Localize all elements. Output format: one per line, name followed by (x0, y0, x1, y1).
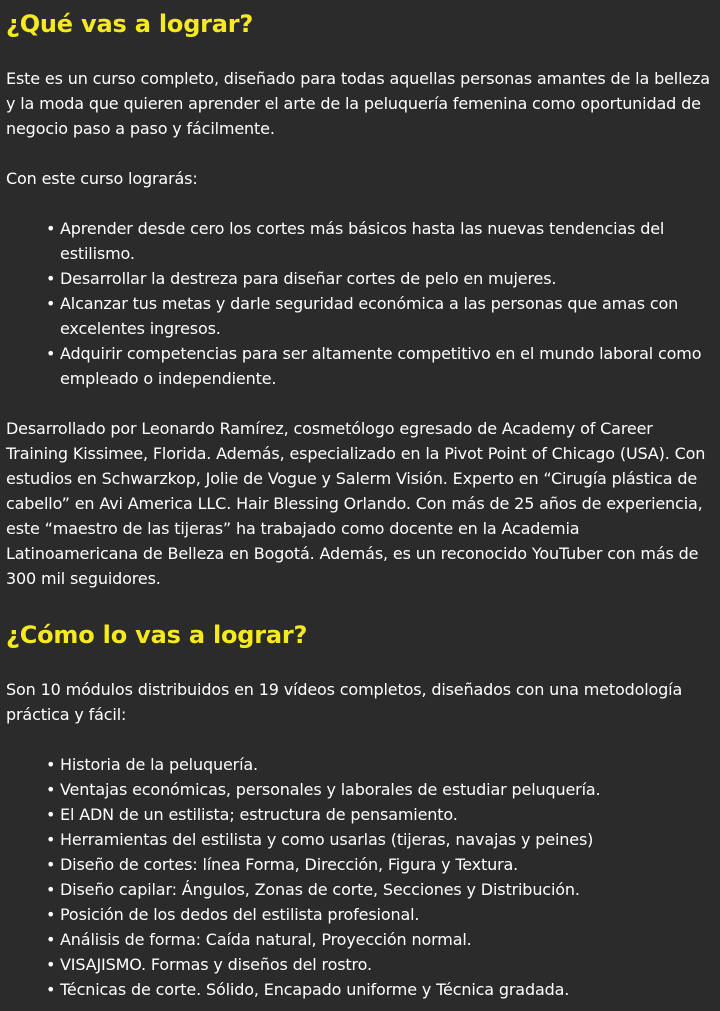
author-bio-paragraph: Desarrollado por Leonardo Ramírez, cosmetólogo egresado de Academy of Career Training Kissimee, Florida. Además, especializado en la Pivot Point of Chicago (USA). Con estudios en Schwarzkop, Jolie de Vogue y Salerm Visión. Experto en “Cirugía plástica de cabello” en Avi America LLC. Hair Blessing Orlando. Con más de 25 años de experiencia, este “maestro de las tijeras” ha trabajado como docente en la Academia Latinoamericana de Belleza en Bogotá. Además, es un reconocido YouTuber con más de 300 mil seguidores. (6, 419, 706, 588)
benefit-item: • Aprender desde cero los cortes más básicos hasta las nuevas tendencias del estilismo. (46, 216, 714, 266)
benefit-item: • Alcanzar tus metas y darle seguridad económica a las personas que amas con excelentes ingresos. (46, 291, 714, 341)
module-item: • VISAJISMO. Formas y diseños del rostro. (46, 952, 714, 977)
module-item: • Posición de los dedos del estilista profesional. (46, 902, 714, 927)
module-item: • Diseño capilar: Ángulos, Zonas de corte, Secciones y Distribución. (46, 877, 714, 902)
section-heading-how: ¿Cómo lo vas a lograr? (6, 621, 308, 649)
benefit-item: • Adquirir competencias para ser altamente competitivo en el mundo laboral como empleado o independiente. (46, 341, 714, 391)
module-item: • Ventajas económicas, personales y laborales de estudiar peluquería. (46, 777, 714, 802)
benefits-list (6, 216, 714, 391)
section-heading-what: ¿Qué vas a lograr? (6, 10, 254, 38)
module-item: • Historia de la peluquería. (46, 752, 714, 777)
modules-list (6, 752, 714, 1002)
benefit-item: • Desarrollar la destreza para diseñar cortes de pelo en mujeres. (46, 266, 714, 291)
module-item: • Análisis de forma: Caída natural, Proyección normal. (46, 927, 714, 952)
module-item: • El ADN de un estilista; estructura de pensamiento. (46, 802, 714, 827)
benefits-lead-text: Con este curso lograrás: (6, 169, 198, 188)
module-item: • Técnicas de corte. Sólido, Encapado uniforme y Técnica gradada. (46, 977, 714, 1002)
module-item: • Diseño de cortes: línea Forma, Dirección, Figura y Textura. (46, 852, 714, 877)
modules-intro-paragraph: Son 10 módulos distribuidos en 19 vídeos completos, diseñados con una metodología práctica y fácil: (6, 680, 683, 724)
module-item: • Herramientas del estilista y como usarlas (tijeras, navajas y peines) (46, 827, 714, 852)
course-intro-paragraph: Este es un curso completo, diseñado para todas aquellas personas amantes de la belleza y la moda que quieren aprender el arte de la peluquería femenina como oportunidad de negocio paso a paso y fácilmente. (6, 69, 710, 138)
